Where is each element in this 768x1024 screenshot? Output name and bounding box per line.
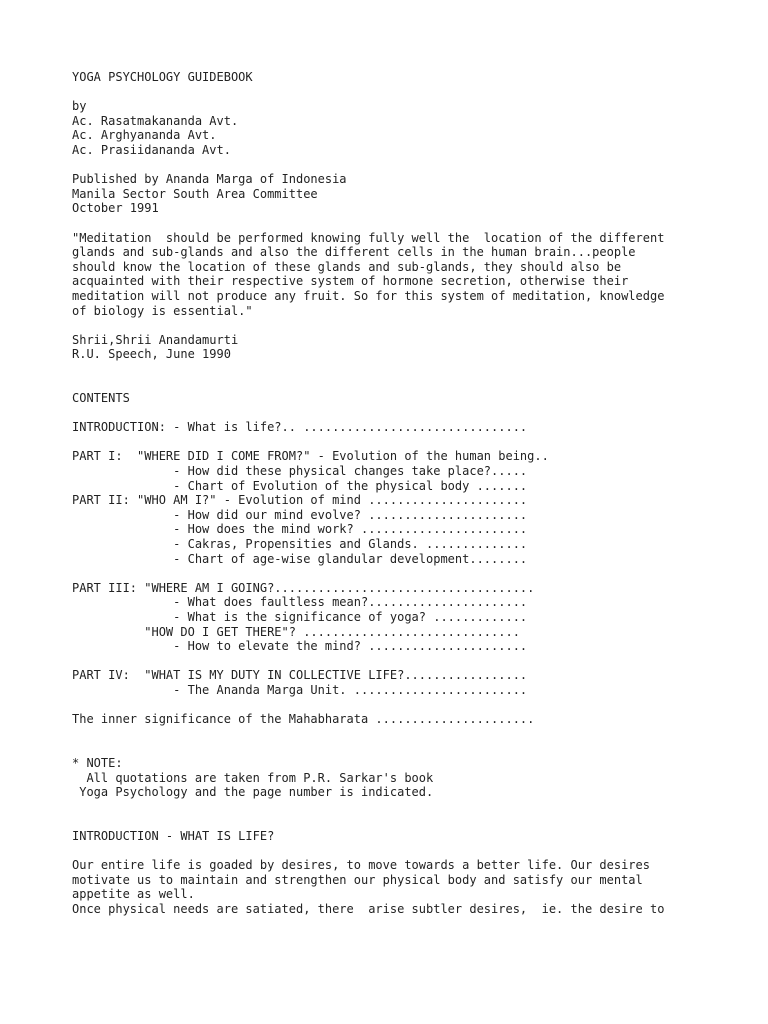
note-heading: * NOTE: [72,755,123,770]
toc-entry: PART III: "WHERE AM I GOING?.................................... [72,580,535,595]
blank-line [72,435,752,450]
body-text-line: motivate us to maintain and strengthen our physical body and satisfy our mental [72,872,643,887]
note-text: Yoga Psychology and the page number is indicated. [72,785,434,800]
toc-entry: PART I: "WHERE DID I COME FROM?" - Evolution of the human being.. [72,449,549,464]
body-text-line: Once physical needs are satiated, there arise subtler desires, ie. the desire to [72,901,665,916]
blank-line [72,741,752,756]
author-line: Ac. Arghyananda Avt. [72,128,217,143]
toc-entry: - What is the significance of yoga? ............. [72,609,528,624]
note-text: All quotations are taken from P.R. Sarkar's book [72,770,434,785]
document-page [72,70,752,916]
publisher-line: Published by Ananda Marga of Indonesia [72,172,347,187]
quote-line: "Meditation should be performed knowing fully well the location of the different [72,230,665,245]
blank-line [72,814,752,829]
author-line: Ac. Prasiidananda Avt. [72,142,231,157]
toc-entry: - How did these physical changes take place?..... [72,464,528,479]
quote-line: should know the location of these glands and sub-glands, they should also be [72,259,622,274]
toc-entry: - Cakras, Propensities and Glands. .............. [72,537,528,551]
authors-by: by [72,99,87,114]
quote-line: of biology is essential." [72,303,253,318]
quote-line: glands and sub-glands and also the different cells in the human brain...people [72,245,636,260]
blank-line [72,362,752,377]
toc-entry: PART II: "WHO AM I?" - Evolution of mind ...................... [72,493,528,508]
quote-attribution: Shrii,Shrii Anandamurti [72,332,239,347]
toc-entry: - How does the mind work? ....................... [72,522,528,537]
quote-line: meditation will not produce any fruit. So for this system of meditation, knowledge [72,288,665,303]
toc-entry: - The Ananda Marga Unit. ........................ [72,682,528,697]
blank-line [72,318,752,333]
author-line: Ac. Rasatmakananda Avt. [72,113,239,128]
blank-line [72,216,752,231]
toc-entry: - What does faultless mean?...................... [72,595,528,610]
toc-entry: The inner significance of the Mahabharata ...................... [72,712,535,727]
quote-source: R.U. Speech, June 1990 [72,347,231,362]
blank-line [72,85,752,100]
contents-heading: CONTENTS [72,391,130,406]
toc-entry: INTRODUCTION: - What is life?.. ............................... [72,420,528,435]
blank-line [72,158,752,173]
quote-line: acquainted with their respective system of hormone secretion, otherwise their [72,274,629,289]
toc-entry: - Chart of age-wise glandular development........ [72,551,528,566]
section-heading: INTRODUCTION - WHAT IS LIFE? [72,828,275,843]
publication-date: October 1991 [72,201,159,216]
blank-line [72,406,752,421]
blank-line [72,698,752,713]
toc-entry: - How did our mind evolve? ...................... [72,507,528,522]
body-text-line: appetite as well. [72,887,195,902]
toc-entry: - Chart of Evolution of the physical body ....... [72,478,528,493]
toc-entry: PART IV: "WHAT IS MY DUTY IN COLLECTIVE LIFE?................. [72,668,528,683]
publisher-line: Manila Sector South Area Committee [72,186,318,201]
blank-line [72,654,752,669]
doc-title: YOGA PSYCHOLOGY GUIDEBOOK [72,70,253,84]
blank-line [72,800,752,815]
body-text-line: Our entire life is goaded by desires, to move towards a better life. Our desires [72,858,650,873]
toc-entry: "HOW DO I GET THERE"? .............................. [72,624,520,639]
toc-entry: - How to elevate the mind? ...................... [72,639,528,654]
blank-line [72,843,752,858]
blank-line [72,566,752,581]
blank-line [72,376,752,391]
blank-line [72,727,752,742]
